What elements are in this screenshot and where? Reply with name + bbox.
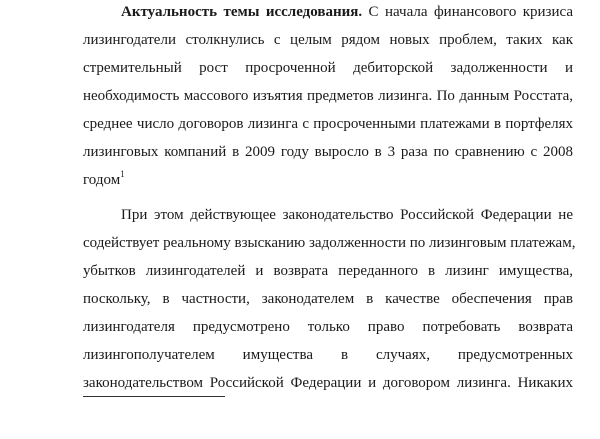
paragraph-2-line-4: поскольку, в частности, законодателем в качестве обеспечения прав	[83, 291, 573, 307]
footnote-divider	[83, 396, 225, 397]
paragraph-2-line-7: законодательством Российской Федерации и договором лизинга. Никаких	[83, 375, 573, 391]
paragraph-1-line-7	[83, 171, 573, 189]
paragraph-1-line-2: лизингодатели столкнулись с целым рядом новых проблем, таких как	[83, 32, 573, 48]
section-heading: Актуальность темы исследования.	[121, 4, 363, 20]
paragraph-1-line-4: необходимость массового изъятия предметов лизинга. По данным Росстата,	[83, 88, 573, 104]
paragraph-1-line-3: стремительный рост просроченной дебиторской задолженности и	[83, 60, 573, 76]
paragraph-1-last-word: годом	[83, 172, 121, 188]
footnote-reference: 1	[120, 169, 125, 179]
paragraph-2-line-6: лизингополучателем имущества в случаях, предусмотренных	[83, 347, 573, 363]
paragraph-2-line-1: При этом действующее законодательство Российской Федерации не	[121, 207, 573, 223]
paragraph-1-line-6: лизинговых компаний в 2009 году выросло в 3 раза по сравнению с 2008	[83, 144, 573, 160]
paragraph-1-line-1-text: С начала финансового кризиса	[368, 4, 574, 20]
paragraph-1-line-1	[121, 3, 573, 21]
paragraph-2-line-5: лизингодателя предусмотрено только право потребовать возврата	[83, 319, 573, 335]
paragraph-2-line-3: убытков лизингодателей и возврата переданного в лизинг имущества,	[83, 263, 573, 279]
paragraph-2-line-2: содействует реальному взысканию задолженности по лизинговым платежам,	[83, 235, 576, 251]
paragraph-1-line-5: среднее число договоров лизинга с просроченными платежами в портфелях	[83, 116, 573, 132]
